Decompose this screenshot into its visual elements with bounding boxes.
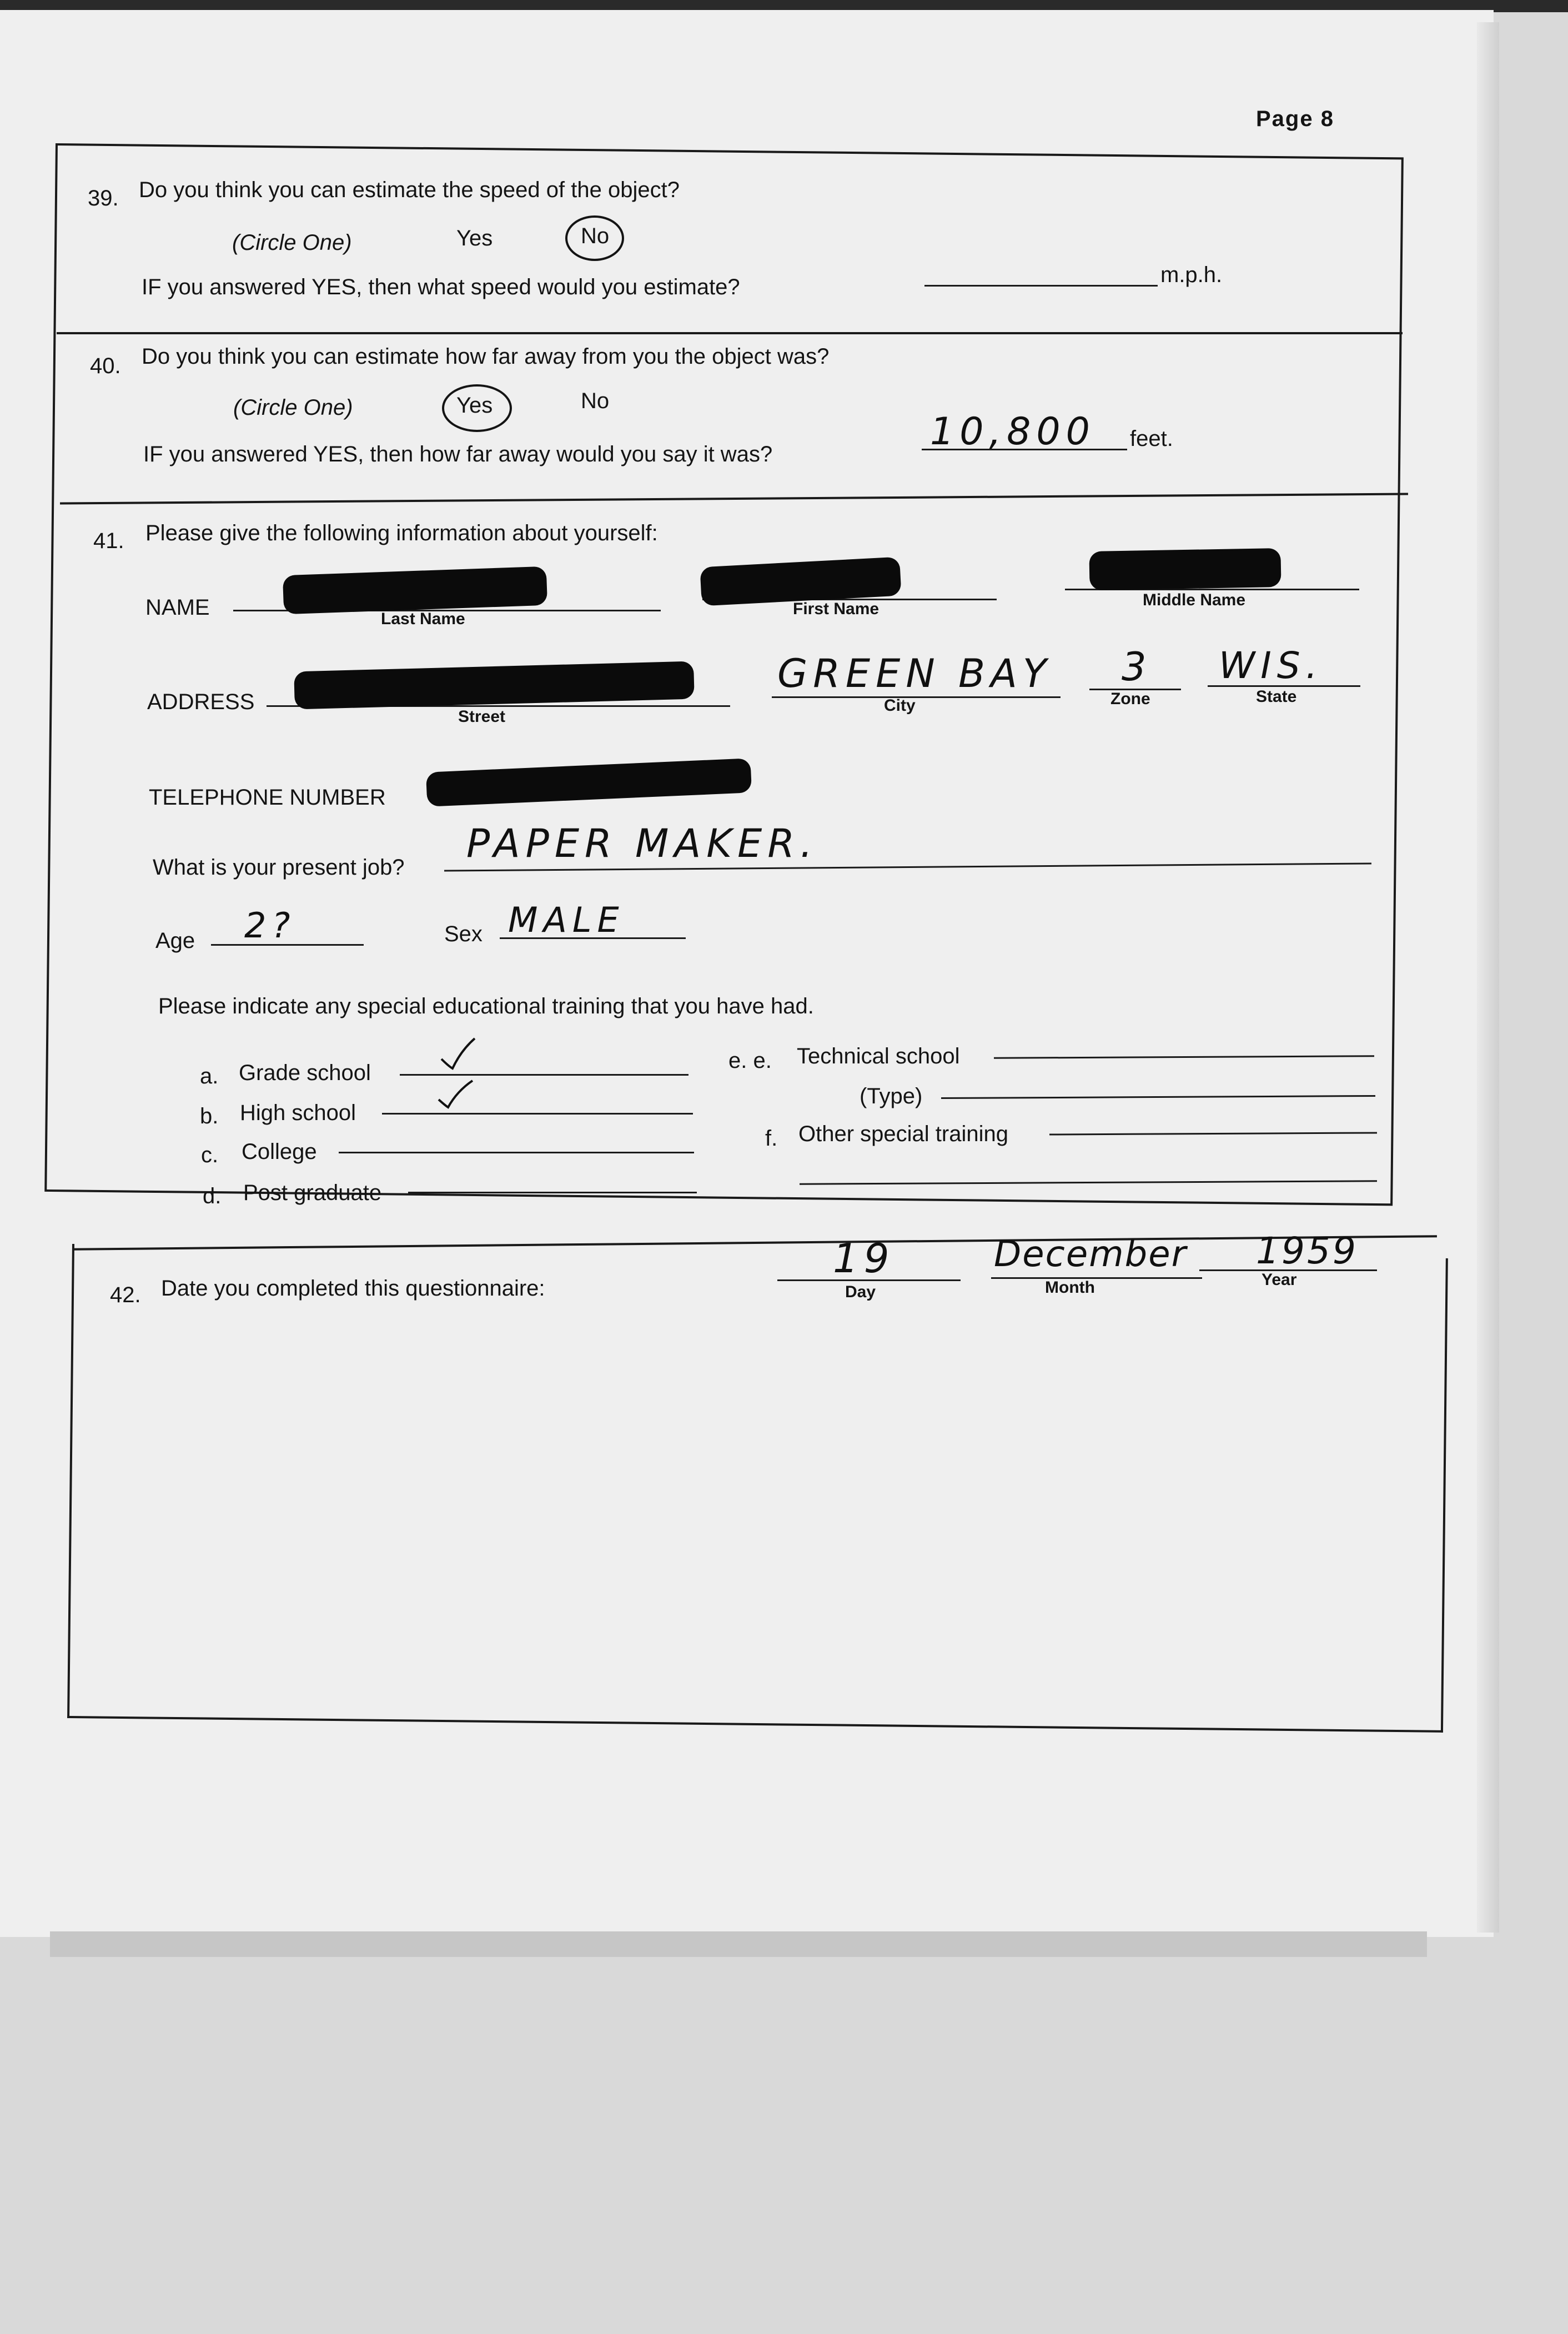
middle-name-caption: Middle Name bbox=[1143, 591, 1246, 609]
training-c-label: College bbox=[242, 1140, 317, 1164]
q39-unit: m.p.h. bbox=[1160, 263, 1223, 287]
month-line bbox=[991, 1277, 1202, 1279]
q40-distance-answer[interactable]: 10,800 bbox=[930, 410, 1095, 454]
grade-school-check bbox=[439, 1034, 478, 1073]
high-school-check bbox=[436, 1077, 475, 1111]
q40-question: Do you think you can estimate how far away from you the object was? bbox=[142, 344, 830, 369]
last-name-caption: Last Name bbox=[381, 610, 465, 628]
q42-prompt: Date you completed this questionnaire: bbox=[161, 1276, 545, 1301]
training-a-label: Grade school bbox=[239, 1061, 371, 1085]
page-number: Page 8 bbox=[1256, 107, 1334, 131]
city-value[interactable]: GREEN BAY bbox=[777, 651, 1052, 696]
training-a-letter: a. bbox=[200, 1064, 219, 1088]
age-value[interactable]: 2? bbox=[244, 905, 296, 946]
q40-circle-mark bbox=[442, 384, 512, 432]
divider-39-40 bbox=[57, 332, 1403, 334]
training-f-label: Other special training bbox=[798, 1122, 1008, 1146]
street-caption: Street bbox=[458, 707, 506, 726]
q39-question: Do you think you can estimate the speed of the object? bbox=[139, 178, 680, 202]
month-value[interactable]: December bbox=[994, 1234, 1187, 1275]
day-caption: Day bbox=[845, 1283, 876, 1301]
q40-yes-option[interactable]: Yes bbox=[456, 393, 493, 418]
month-caption: Month bbox=[1045, 1278, 1095, 1297]
q40-unit: feet. bbox=[1130, 426, 1173, 451]
zone-value[interactable]: 3 bbox=[1122, 644, 1152, 690]
q39-circle-mark bbox=[565, 215, 624, 261]
q40-no-option[interactable]: No bbox=[581, 389, 610, 413]
state-value[interactable]: WIS. bbox=[1219, 644, 1323, 687]
training-c-line[interactable] bbox=[339, 1152, 694, 1153]
form-frame bbox=[44, 143, 1404, 1206]
sex-label: Sex bbox=[444, 922, 483, 946]
training-e-label: Technical school bbox=[797, 1044, 960, 1068]
q39-followup: IF you answered YES, then what speed would you estimate? bbox=[142, 275, 740, 299]
training-d-label: Post graduate bbox=[243, 1181, 382, 1205]
page-edge bbox=[1477, 22, 1499, 1933]
state-caption: State bbox=[1256, 687, 1297, 706]
sex-value[interactable]: MALE bbox=[508, 900, 625, 940]
q39-no-option[interactable]: No bbox=[581, 224, 610, 248]
q40-followup: IF you answered YES, then how far away would you say it was? bbox=[143, 442, 773, 466]
q39-speed-line bbox=[924, 285, 1158, 287]
first-name-caption: First Name bbox=[793, 600, 880, 618]
day-value[interactable]: 19 bbox=[833, 1235, 895, 1282]
name-label: NAME bbox=[145, 595, 210, 620]
form-frame-lower bbox=[67, 1244, 1448, 1733]
q40-circle-one: (Circle One) bbox=[233, 395, 353, 420]
year-caption: Year bbox=[1262, 1271, 1297, 1289]
training-b-line[interactable] bbox=[382, 1113, 693, 1115]
job-label: What is your present job? bbox=[153, 855, 405, 880]
q41-prompt: Please give the following information about yourself: bbox=[145, 521, 658, 545]
middle-name-redaction bbox=[1089, 548, 1281, 590]
training-b-letter: b. bbox=[200, 1104, 219, 1128]
training-d-letter: d. bbox=[203, 1184, 222, 1208]
training-prompt: Please indicate any special educational training that you have had. bbox=[158, 994, 814, 1018]
q40-number: 40. bbox=[90, 354, 121, 378]
training-a-line[interactable] bbox=[400, 1074, 688, 1076]
telephone-label: TELEPHONE NUMBER bbox=[149, 785, 386, 810]
job-value[interactable]: PAPER MAKER. bbox=[466, 821, 818, 866]
training-b-label: High school bbox=[240, 1101, 356, 1125]
training-e-letter: e. e. bbox=[728, 1048, 772, 1073]
address-label: ADDRESS bbox=[147, 690, 255, 714]
age-label: Age bbox=[155, 928, 195, 953]
year-value[interactable]: 1959 bbox=[1256, 1229, 1358, 1272]
q39-number: 39. bbox=[88, 186, 119, 210]
city-line bbox=[772, 696, 1061, 698]
training-f-letter: f. bbox=[765, 1126, 778, 1151]
zone-caption: Zone bbox=[1110, 690, 1150, 708]
training-c-letter: c. bbox=[201, 1143, 219, 1167]
q42-number: 42. bbox=[110, 1283, 141, 1307]
training-d-line[interactable] bbox=[408, 1192, 697, 1193]
q39-circle-one: (Circle One) bbox=[232, 230, 352, 255]
q41-number: 41. bbox=[93, 529, 124, 553]
page-shadow bbox=[50, 1931, 1427, 1957]
city-caption: City bbox=[884, 696, 916, 715]
q39-yes-option[interactable]: Yes bbox=[456, 226, 493, 250]
training-e-type: (Type) bbox=[860, 1084, 923, 1108]
